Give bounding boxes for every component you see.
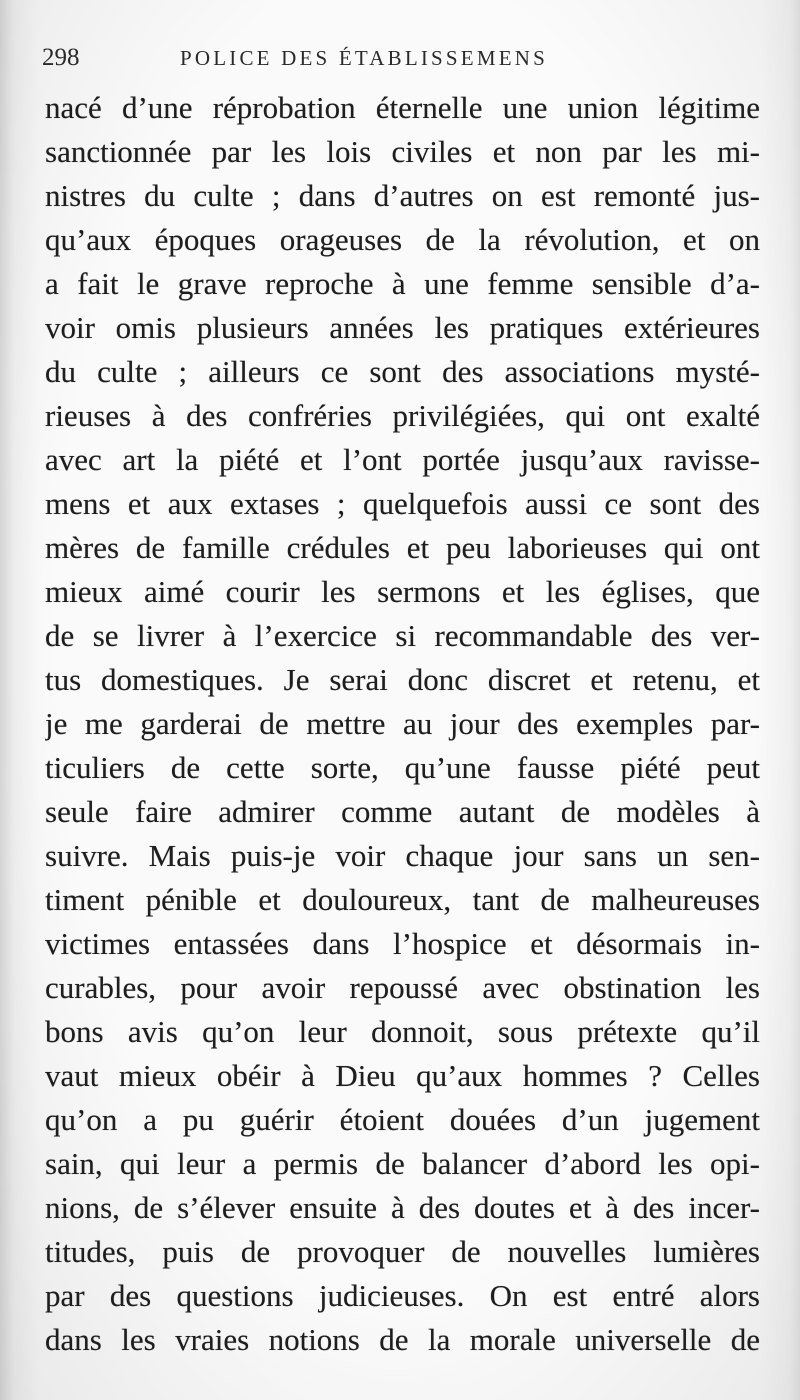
text-line: avec art la piété et l’ont portée jusqu’aux ravisse- [45,442,760,477]
text-line: tus domestiques. Je serai donc discret et retenu, et [45,662,760,697]
text-line: nions, de s’élever ensuite à des doutes et à des incer- [45,1190,760,1225]
text-line: par des questions judicieuses. On est entré alors [45,1278,760,1313]
text-line: bons avis qu’on leur donnoit, sous prétexte qu’il [45,1014,760,1049]
text-line: de se livrer à l’exercice si recommandable des ver- [45,618,760,653]
text-line: mieux aimé courir les sermons et les églises, que [45,574,760,609]
text-line: rieuses à des confréries privilégiées, qui ont exalté [45,398,760,433]
page-number: 298 [42,44,80,71]
text-line: du culte ; ailleurs ce sont des associations mysté- [45,354,760,389]
text-line: nistres du culte ; dans d’autres on est remonté jus- [45,178,760,213]
text-line: dans les vraies notions de la morale universelle de [45,1322,760,1357]
text-line: vaut mieux obéir à Dieu qu’aux hommes ? Celles [45,1058,760,1093]
text-line: mens et aux extases ; quelquefois aussi ce sont des [45,486,760,521]
text-line: curables, pour avoir repoussé avec obstination les [45,970,760,1005]
body-text [45,86,760,1362]
text-line: qu’on a pu guérir étoient douées d’un jugement [45,1102,760,1137]
text-line: ticuliers de cette sorte, qu’une fausse piété peut [45,750,760,785]
text-line: timent pénible et douloureux, tant de malheureuses [45,882,760,917]
text-line: seule faire admirer comme autant de modèles à [45,794,760,829]
text-line: nacé d’une réprobation éternelle une union légitime [45,90,760,125]
text-line: je me garderai de mettre au jour des exemples par- [45,706,760,741]
text-line: mères de famille crédules et peu laborieuses qui ont [45,530,760,565]
text-line: titudes, puis de provoquer de nouvelles lumières [45,1234,760,1269]
text-line: suivre. Mais puis-je voir chaque jour sans un sen- [45,838,760,873]
text-line: sanctionnée par les lois civiles et non par les mi- [45,134,760,169]
text-line: sain, qui leur a permis de balancer d’abord les opi- [45,1146,760,1181]
running-head: POLICE DES ÉTABLISSEMENS [180,46,548,70]
text-line: victimes entassées dans l’hospice et désormais in- [45,926,760,961]
text-line: qu’aux époques orageuses de la révolution, et on [45,222,760,257]
text-line: voir omis plusieurs années les pratiques extérieures [45,310,760,345]
page-header [42,40,762,80]
text-line: a fait le grave reproche à une femme sensible d’a- [45,266,760,301]
